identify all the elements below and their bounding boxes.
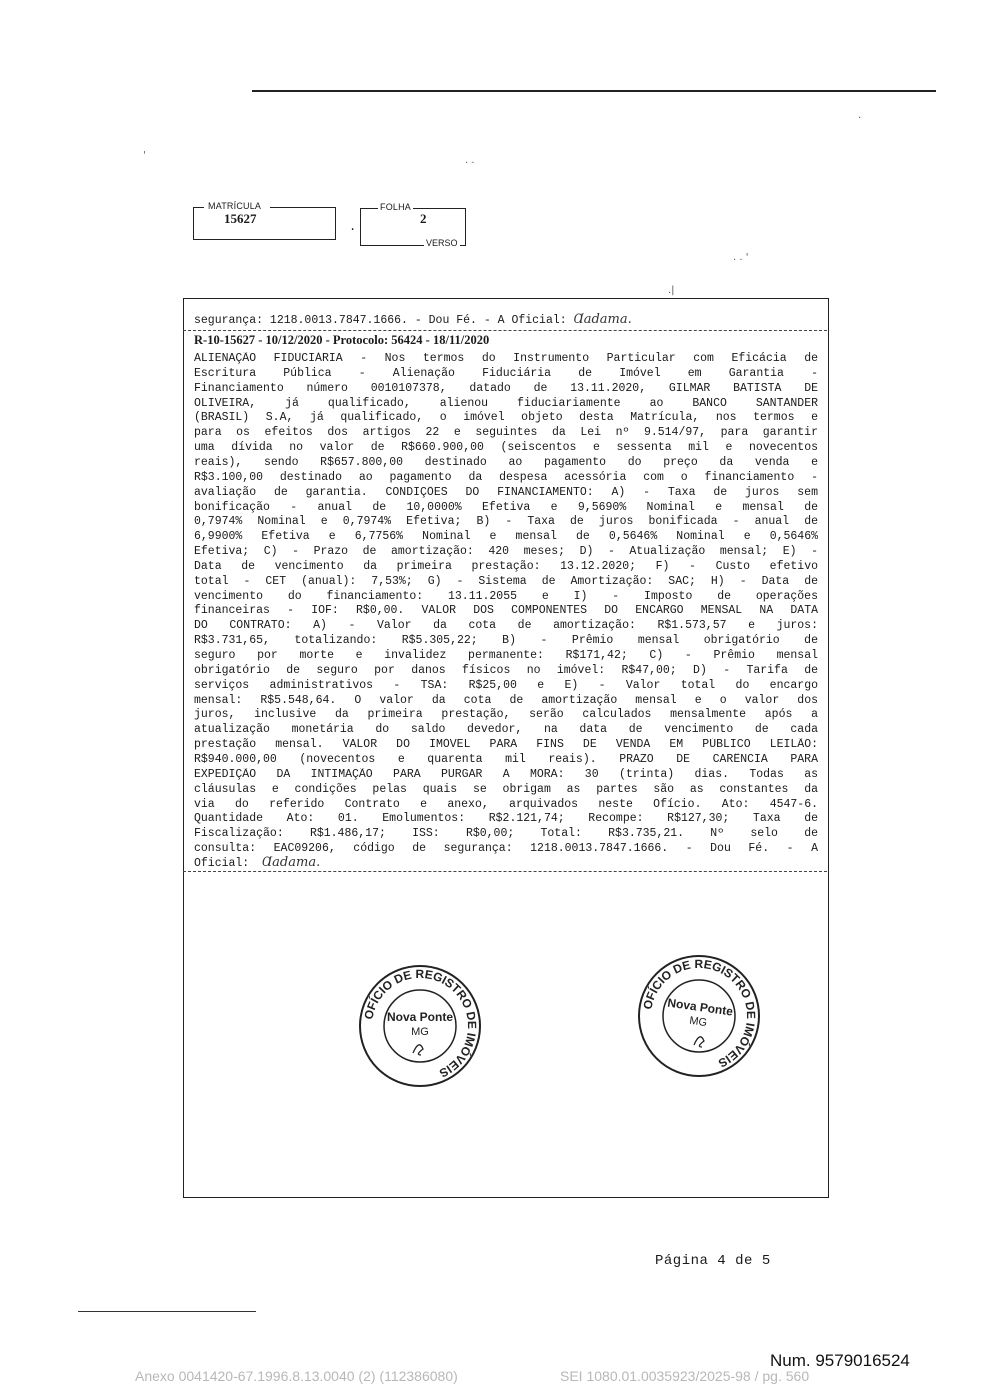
registry-body-line: Financiamento número 0010107378, datado de 13.11.2020, GILMAR BATISTA DE [194, 381, 818, 395]
registry-body-line: consulta: EAC09206, código de segurança: 1218.0013.7847.1666. - Dou Fé. - A [194, 842, 818, 856]
seal-ring-text: OFÍCIO DE REGISTRO DE IMÓVEIS [361, 966, 480, 1081]
entry-end-divider [183, 871, 827, 872]
verso-label: VERSO [426, 238, 458, 248]
footnote-rule [78, 1311, 256, 1312]
registry-body-line: R$3.100,00 destinado ao pagamento da despesa acessória com o financiamento - [194, 470, 818, 484]
registry-body-line: atualização monetária do saldo devedor, na data de vencimento de cada [194, 723, 818, 737]
official-signature: Ɑadama. [262, 854, 321, 870]
registry-body-line: mensal: R$5.548,64. O valor da cota de amortização mensal e o valor dos [194, 693, 818, 707]
separator-dot: . [349, 220, 357, 234]
scan-speck: . [858, 110, 862, 121]
registry-body-line: (BRASIL) S.A, já qualificado, o imóvel objeto desta Matrícula, nos termos e [194, 411, 818, 425]
registry-body-line: uma dívida no valor de R$660.900,00 (seiscentos e sessenta mil e novecentos [194, 441, 818, 455]
security-text: segurança: 1218.0013.7847.1666. - Dou Fé. - A Oficial: [194, 314, 574, 327]
registry-body-line: reais), sendo R$657.800,00 destinado ao pagamento do preço da venda e [194, 455, 818, 469]
registry-body-line: Efetiva; C) - Prazo de amortização: 420 meses; D) - Atualização mensal; E) - [194, 545, 818, 559]
registry-body-line: Quantidade Ato: 01. Emolumentos: R$2.121,74; Recompe: R$127,30; Taxa de [194, 812, 818, 826]
registry-body-line: R$3.731,65, totalizando: R$5.305,22; B) - Prêmio mensal obrigatório de [194, 634, 818, 648]
seal-city: Nova Ponte [386, 1010, 454, 1024]
sei-reference: SEI 1080.01.0035923/2025-98 / pg. 560 [560, 1368, 810, 1384]
registry-body-line: juros, inclusive da primeira prestação, serão calculados mensalmente após a [194, 708, 818, 722]
seal-state: MG [688, 1014, 708, 1030]
security-line [194, 313, 818, 327]
folha-label: FOLHA [380, 202, 412, 212]
registry-body-line: bonificação - anual de 10,0000% Efetiva e 9,5690% Nominal e mensal de [194, 500, 818, 514]
entry-header: R-10-15627 - 10/12/2020 - Protocolo: 56424 - 18/11/2020 [194, 333, 490, 347]
registry-body-line: seguro por morte e invalidez permanente: R$171,42; C) - Prêmio mensal [194, 649, 818, 662]
seal-state: MG [411, 1026, 429, 1038]
registry-body-line: 6,9900% Efetiva e 6,7756% Nominal e mensal de 0,5646% Nominal e 0,5646% [194, 530, 818, 544]
registry-body-line: Escritura Pública - Alienação Fiduciária de Imóvel em Garantia - [194, 366, 818, 380]
registry-body-line: via do referido Contrato e anexo, arquivados neste Ofício. Ato: 4547-6. [194, 797, 818, 811]
matricula-label: MATRÍCULA [208, 201, 262, 211]
registry-body-line: Oficial: [194, 856, 257, 870]
seal-signature [694, 1037, 704, 1047]
registry-body-line: DO CONTRATO: A) - Valor da cota de amortização: R$1.573,57 e juros: [194, 619, 818, 633]
matricula-value: 15627 [224, 211, 257, 226]
registry-body-line: para os efeitos dos artigos 22 e seguintes da Lei nº 9.514/97, para garantir [194, 426, 818, 440]
annex-reference: Anexo 0041420-67.1996.8.13.0040 (2) (112386080) [135, 1368, 458, 1384]
registry-body-line: ALIENAÇÃO FIDUCIÁRIA - Nos termos do Instrumento Particular com Eficácia de [194, 352, 818, 365]
seal-city: Nova Ponte [666, 995, 734, 1019]
document-number: Num. 9579016524 [770, 1351, 910, 1370]
scan-speck: .| [668, 285, 675, 296]
registry-seal-left [355, 961, 485, 1091]
registry-body-line: vencimento do financiamento: 13.11.2055 e I) - Imposto de operações [194, 589, 818, 603]
registry-body-line: EXPEDIÇÃO DA INTIMAÇÃO PARA PURGAR A MORA: 30 (trinta) dias. Todas as [194, 767, 818, 781]
official-signature: Ɑadama. [573, 313, 632, 327]
scan-speck: ' [143, 150, 146, 161]
registry-body-line: R$940.000,00 (novecentos e quarenta mil reais). PRAZO DE CARÊNCIA PARA [194, 752, 818, 766]
scan-speck: . . [465, 155, 475, 166]
matricula-box [193, 207, 336, 240]
registry-body-line: Data de vencimento da primeira prestação: 13.12.2020; F) - Custo efetivo [194, 559, 818, 573]
registry-body-line: prestação mensal. VALOR DO IMÓVEL PARA FINS DE VENDA EM PÚBLICO LEILÃO: [194, 738, 818, 752]
registry-body-line: Fiscalização: R$1.486,17; ISS: R$0,00; Total: R$3.735,21. Nº selo de [194, 827, 818, 841]
scan-speck: . . ' [733, 252, 749, 263]
registry-body-line: avaliação de garantia. CONDIÇÕES DO FINANCIAMENTO: A) - Taxa de juros sem [194, 485, 818, 499]
registry-body-line: cláusulas e condições pelas quais se obrigam as partes são as constantes da [194, 782, 818, 796]
registry-body-line: serviços administrativos - TSA: R$25,00 e E) - Valor total do encargo [194, 678, 818, 692]
folha-value: 2 [420, 211, 427, 226]
top-rule [252, 90, 936, 92]
registry-body-line: OLIVEIRA, já qualificado, alienou fiduciariamente ao BANCO SANTANDER [194, 396, 818, 410]
registry-body-line: total - CET (anual): 7,53%; G) - Sistema de Amortização: SAC; H) - Data de [194, 574, 818, 588]
registry-body-line: 0,7974% Nominal e 0,7974% Efetiva; B) - Taxa de juros bonificada - anual de [194, 515, 818, 529]
seal-ring-text: OFÍCIO DE REGISTRO DE IMÓVEIS [640, 956, 759, 1071]
page-number: Página 4 de 5 [655, 1253, 771, 1269]
registry-body-line: obrigatório de seguro por danos físicos no imóvel: R$47,00; D) - Tarifa de [194, 663, 818, 677]
entry-divider [183, 330, 827, 331]
registry-body-line: financeiras - IOF: R$0,00. VALOR DOS COMPONENTES DO ENCARGO MENSAL NA DATA [194, 604, 818, 618]
seal-signature [413, 1045, 423, 1055]
registry-seal-right [634, 951, 764, 1081]
